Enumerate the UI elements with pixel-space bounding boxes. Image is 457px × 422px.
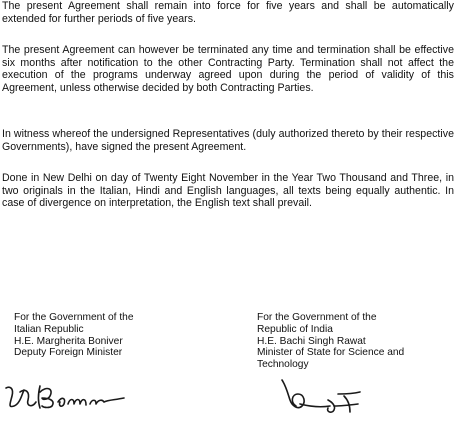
signatory-india-title: Minister of State for Science and — [257, 347, 405, 359]
signatory-italy-title: Deputy Foreign Minister — [14, 347, 123, 359]
paragraph-witness: In witness whereof the undersigned Representatives (duly authorized thereto by their respective Governments), have signed the present Agreement. — [2, 128, 454, 153]
handwritten-signature-india — [278, 372, 378, 418]
signatory-italy — [14, 312, 133, 359]
signatory-india-line2: Republic of India — [257, 323, 333, 335]
signatory-india-name: H.E. Bachi Singh Rawat — [257, 335, 366, 347]
signatory-italy-name: H.E. Margherita Boniver — [14, 335, 123, 347]
handwritten-signature-italy — [0, 378, 140, 414]
signatory-italy-line2: Italian Republic — [14, 323, 84, 335]
signatory-india — [257, 312, 404, 371]
paragraph-done-in: Done in New Delhi on day of Twenty Eight November in the Year Two Thousand and Three, in two originals in the Italian, Hindi and English languages, all texts being equally authentic. In case of divergence on interpretation, the English text shall prevail. — [2, 172, 454, 210]
signatory-italy-line1: For the Government of the — [14, 312, 134, 323]
paragraph-termination: The present Agreement can however be terminated any time and termination shall be effective six months after notification to the other Contracting Party. Termination shall not affect the execution of the programs underway agreed upon during the period of validity of this Agreement, unless otherwise decided by both Contracting Parties. — [2, 44, 454, 94]
signatory-india-title-cont: Technology — [257, 359, 309, 371]
signatory-india-line1: For the Government of the — [257, 312, 377, 323]
paragraph-duration: The present Agreement shall remain into force for five years and shall be automatically extended for further periods of five years. — [2, 0, 454, 25]
